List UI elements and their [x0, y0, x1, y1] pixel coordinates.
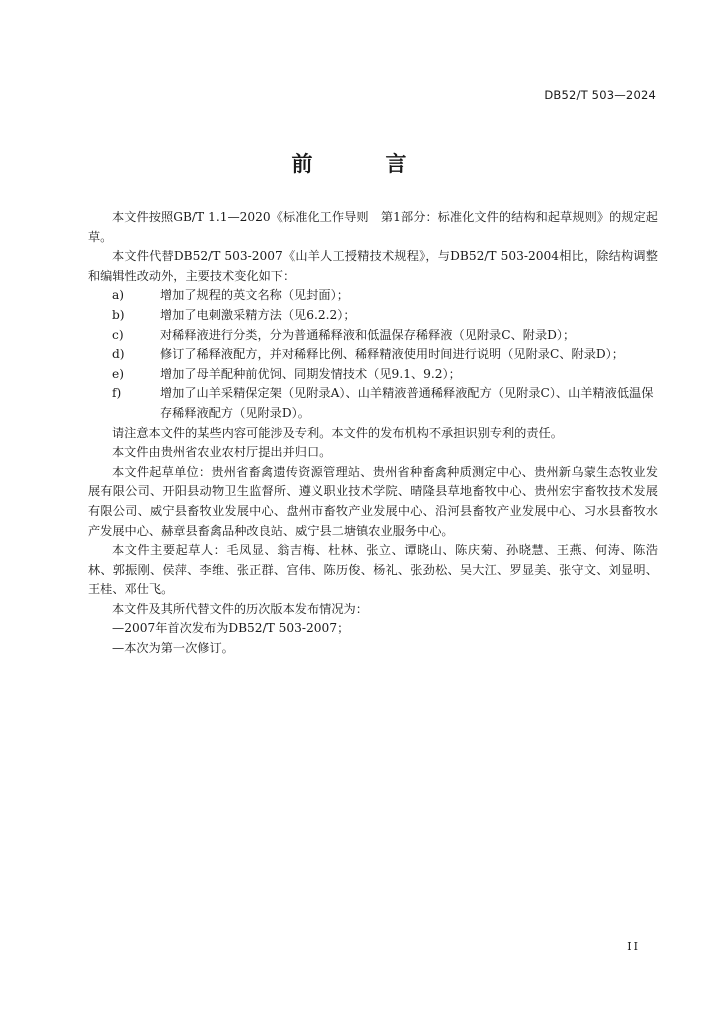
- paragraph-drafting-rules: 本文件按照GB/T 1.1—2020《标准化工作导则 第1部分：标准化文件的结构和起草规则》的规定起草。: [88, 210, 658, 244]
- paragraph-history-intro: 本文件及其所代替文件的历次版本发布情况为：: [112, 601, 368, 616]
- page-title: 前 言: [291, 152, 433, 176]
- list-item-text: 增加了电刺激采精方法（见6.2.2）；: [160, 307, 356, 322]
- list-item-text: 增加了规程的英文名称（见封面）；: [160, 288, 349, 303]
- paragraph-drafting-units: 本文件起草单位：贵州省畜禽遗传资源管理站、贵州省种畜禽种质测定中心、贵州新乌蒙生态牧业发展有限公司、开阳县动物卫生监督所、遵义职业技术学院、晴隆县草地畜牧中心、贵州宏宇畜牧技术发展有限公司、威宁县畜牧业发展中心、盘州市畜牧产业发展中心、沿河县畜牧产业发展中心、习水县畜牧水产发展中心、赫章县畜禽品种改良站、威宁县二塘镇农业服务中心。: [88, 464, 658, 538]
- paragraph-replacement: 本文件代替DB52/T 503-2007《山羊人工授精技术规程》，与DB52/T 503-2004相比，除结构调整和编辑性改动外，主要技术变化如下：: [88, 249, 658, 283]
- list-item: [112, 326, 658, 346]
- paragraph-drafters: 本文件主要起草人：毛凤显、翁吉梅、杜林、张立、谭晓山、陈庆菊、孙晓慧、王燕、何涛、陈浩林、郭振刚、侯萍、李维、张正群、宫伟、陈历俊、杨礼、张劲松、吴大江、罗显美、张守文、刘显明、王桂、邓仕飞。: [88, 543, 658, 597]
- list-item: [112, 384, 658, 423]
- changes-list: [88, 286, 658, 423]
- foreword-body: [88, 208, 658, 659]
- list-item: [112, 365, 658, 385]
- document-code: DB52/T 503—2024: [544, 88, 656, 102]
- history-item: —本次为第一次修订。: [112, 641, 234, 656]
- paragraph-patent-notice: 请注意本文件的某些内容可能涉及专利。本文件的发布机构不承担识别专利的责任。: [112, 425, 563, 440]
- list-marker: d): [112, 347, 125, 362]
- list-item: [112, 306, 658, 326]
- paragraph-proposer: 本文件由贵州省农业农村厅提出并归口。: [112, 445, 332, 460]
- list-item-text: 增加了山羊采精保定架（见附录A）、山羊精液普通稀释液配方（见附录C）、山羊精液低温保存稀释液配方（见附录D）。: [160, 386, 654, 420]
- list-marker: b): [112, 307, 125, 322]
- list-marker: e): [112, 366, 124, 381]
- history-item: —2007年首次发布为DB52/T 503-2007；: [112, 621, 350, 636]
- list-item: [112, 286, 658, 306]
- list-marker: c): [112, 327, 124, 342]
- list-item-text: 修订了稀释液配方，并对稀释比例、稀释精液使用时间进行说明（见附录C、附录D）；: [160, 347, 624, 362]
- list-item: [112, 345, 658, 365]
- list-marker: a): [112, 288, 125, 303]
- page-number: II: [627, 940, 640, 953]
- list-marker: f): [112, 386, 122, 401]
- list-item-text: 对稀释液进行分类，分为普通稀释液和低温保存稀释液（见附录C、附录D）；: [160, 327, 576, 342]
- list-item-text: 增加了母羊配种前优饲、同期发情技术（见9.1、9.2）；: [160, 366, 461, 381]
